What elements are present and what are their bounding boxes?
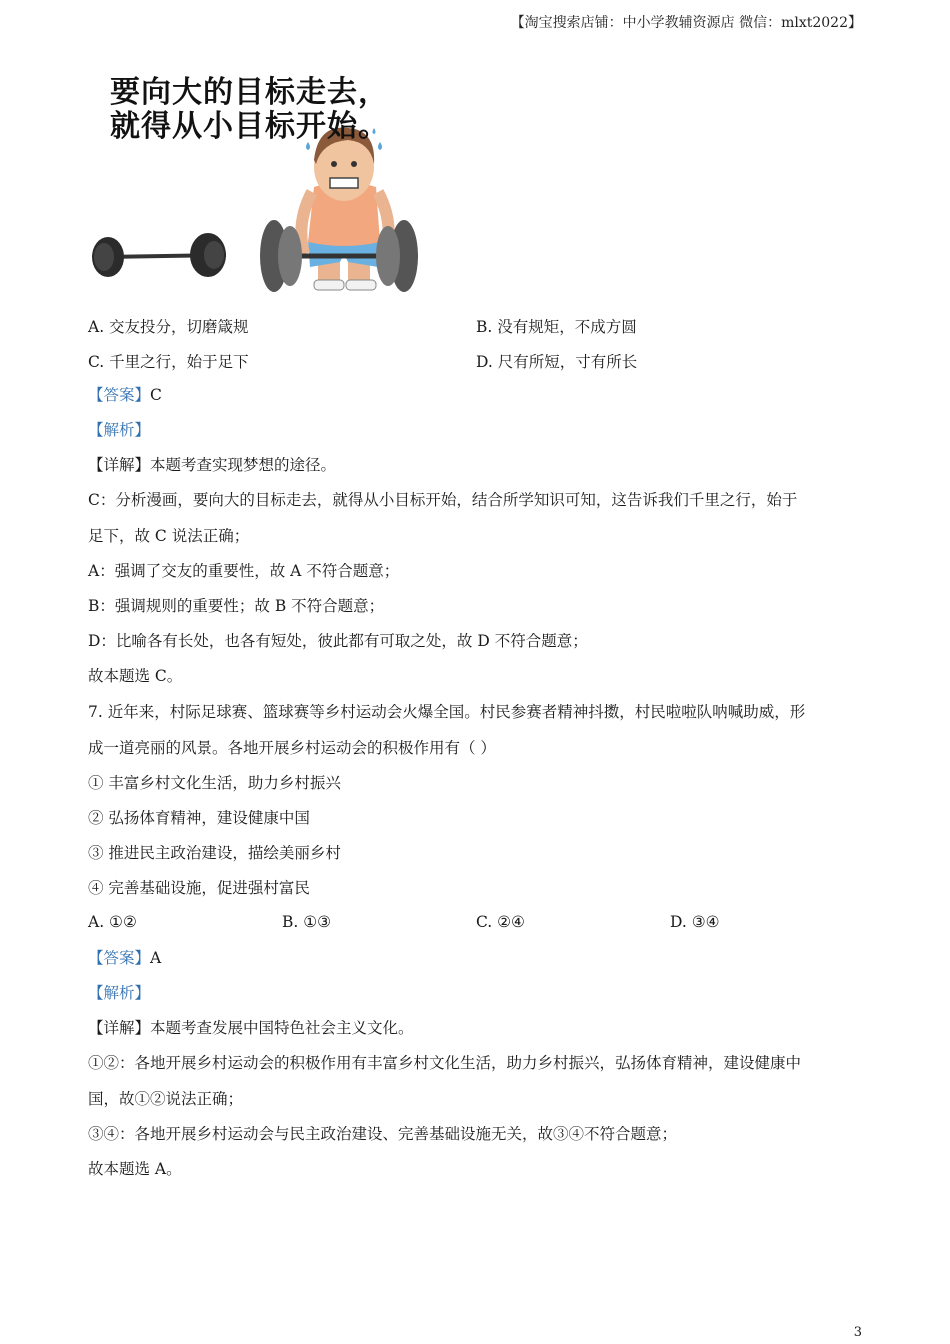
q7-stem-line: 成一道亮丽的风景。各地开展乡村运动会的积极作用有（ ）: [88, 739, 496, 757]
q7-explanation-line: ③④：各地开展乡村运动会与民主政治建设、完善基础设施无关，故③④不符合题意；: [88, 1125, 678, 1143]
answer-tag: 【答案】: [88, 386, 151, 404]
answer-value: A: [150, 949, 162, 967]
q7-option-d: D. ③④: [670, 913, 720, 931]
q6-detail: 【详解】本题考查实现梦想的途径。: [88, 456, 337, 474]
q7-explanation-line: ①②：各地开展乡村运动会的积极作用有丰富乡村文化生活，助力乡村振兴，弘扬体育精神，建设健康中: [88, 1054, 802, 1072]
q7-stem-line: 7. 近年来，村际足球赛、篮球赛等乡村运动会火爆全国。村民参赛者精神抖擞，村民啦啦队呐喊助威，形: [88, 703, 806, 721]
q7-detail: 【详解】本题考查发展中国特色社会主义文化。: [88, 1019, 414, 1037]
q6-explanation-line: C：分析漫画，要向大的目标走去，就得从小目标开始，结合所学知识可知，这告诉我们千里之行，始于: [88, 491, 798, 509]
q7-explanation-line: 国，故①②说法正确；: [88, 1090, 244, 1108]
q7-statement-item: ① 丰富乡村文化生活，助力乡村振兴: [88, 774, 341, 792]
q6-conclusion: 故本题选 C。: [88, 667, 183, 685]
q7-option-c: C. ②④: [476, 913, 525, 931]
q7-statement-item: ④ 完善基础设施，促进强村富民: [88, 879, 310, 897]
q6-option-d: D. 尺有所短，寸有所长: [476, 353, 638, 371]
q7-option-a: A. ①②: [88, 913, 137, 931]
q6-explanation-line: A：强调了交友的重要性，故 A 不符合题意；: [88, 562, 400, 580]
q6-option-c: C. 千里之行，始于足下: [88, 353, 249, 371]
answer-tag: 【答案】: [88, 949, 151, 967]
cartoon-caption: 要向大的目标走去， 就得从小目标开始。: [110, 75, 389, 144]
q6-answer: [88, 385, 162, 405]
lifter-figure: [301, 128, 388, 290]
q6-analysis-tag: 【解析】: [88, 421, 151, 439]
page-number: 3: [853, 1325, 862, 1340]
answer-value: C: [150, 386, 162, 404]
q7-option-b: B. ①③: [282, 913, 332, 931]
q6-option-a: A. 交友投分，切磨箴规: [88, 318, 249, 336]
q7-statement-item: ③ 推进民主政治建设，描绘美丽乡村: [88, 844, 341, 862]
q6-explanation-line: D：比喻各有长处，也各有短处，彼此都有可取之处，故 D 不符合题意；: [88, 632, 588, 650]
small-barbell-icon: [92, 233, 226, 277]
q6-explanation-line: B：强调规则的重要性；故 B 不符合题意；: [88, 597, 385, 615]
q7-analysis-tag: 【解析】: [88, 984, 151, 1002]
header-note: 【淘宝搜索店铺：中小学教辅资源店 微信：mlxt2022】: [510, 15, 862, 31]
q6-option-b: B. 没有规矩，不成方圆: [476, 318, 637, 336]
q7-answer: [88, 948, 161, 968]
q7-conclusion: 故本题选 A。: [88, 1160, 182, 1178]
q7-statement-item: ② 弘扬体育精神，建设健康中国: [88, 809, 310, 827]
q6-explanation-line: 足下，故 C 说法正确；: [88, 527, 250, 545]
